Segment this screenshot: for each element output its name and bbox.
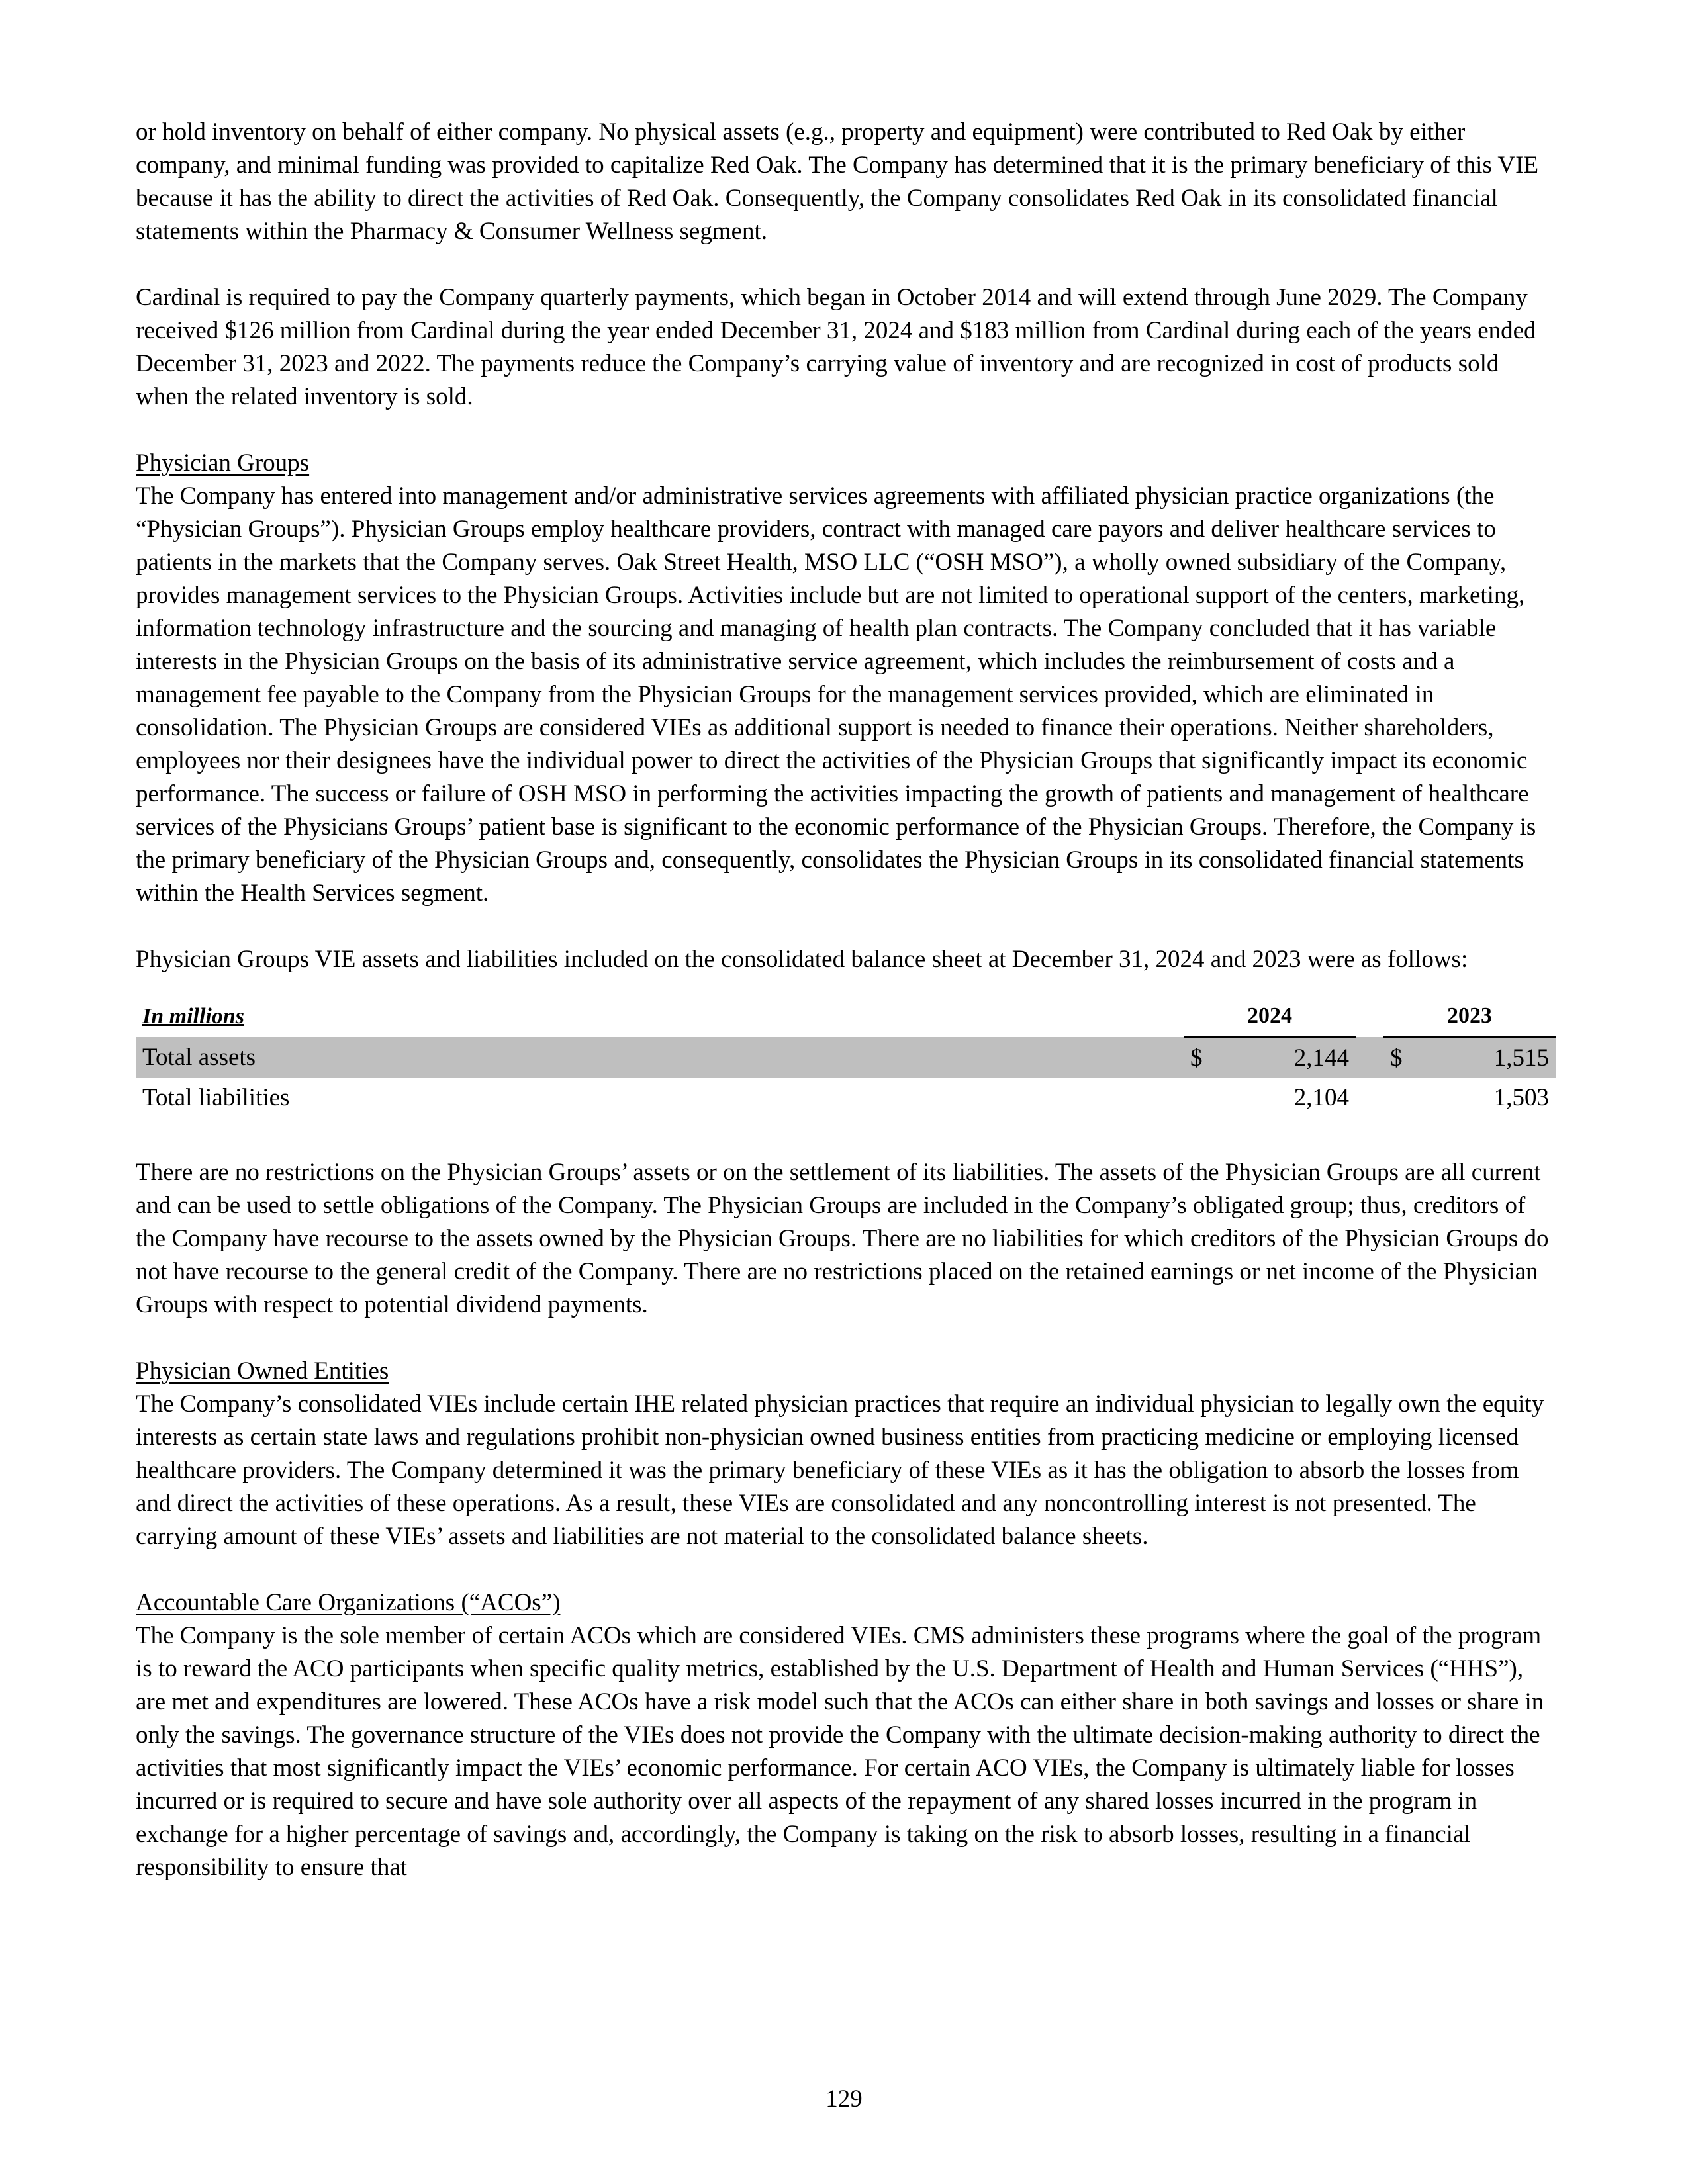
table-row (136, 1037, 1556, 1078)
table-row (136, 1078, 1556, 1118)
currency-symbol: $ (1383, 1037, 1423, 1078)
currency-symbol: $ (1184, 1037, 1223, 1078)
total-liabilities-2024: 2,104 (1293, 1084, 1349, 1111)
acos-section (136, 1586, 1556, 1884)
document-page (136, 116, 1556, 1917)
total-liabilities-2023: 1,503 (1493, 1084, 1549, 1111)
acos-heading: Accountable Care Organizations (“ACOs”) (136, 1589, 561, 1616)
row-label-total-assets: Total assets (136, 1037, 1184, 1078)
page-number: 129 (825, 2085, 863, 2113)
physician-groups-section (136, 447, 1556, 910)
restrictions-paragraph: There are no restrictions on the Physician Groups’ assets or on the settlement of its liabilities. The assets of the Physician Groups are all current and can be used to settle obligations of the Company. The Physician Groups are included in the Company’s obligated group; thus, creditors of the Company have recourse to the assets owned by the Physician Groups. There are no liabilities for which creditors of the Physician Groups do not have recourse to the general credit of the Company. There are no restrictions placed on the retained earnings or net income of the Physician Groups with respect to potential dividend payments. (136, 1159, 1549, 1318)
physician-owned-body: The Company’s consolidated VIEs include certain IHE related physician practices that require an individual physician to legally own the equity interests as certain state laws and regulations prohibit non-physician owned business entities from practicing medicine or employing licensed healthcare providers. The Company determined it was the primary beneficiary of these VIEs as it has the obligation to absorb the losses from and direct the activities of these operations. As a result, these VIEs are consolidated and any noncontrolling interest is not presented. The carrying amount of these VIEs’ assets and liabilities are not material to the consolidated balance sheets. (136, 1390, 1544, 1550)
physician-owned-heading: Physician Owned Entities (136, 1357, 389, 1385)
vie-balance-table (136, 996, 1556, 1118)
physician-groups-heading: Physician Groups (136, 449, 310, 477)
total-assets-2023: 1,515 (1423, 1037, 1556, 1078)
acos-body: The Company is the sole member of certain ACOs which are considered VIEs. CMS administers these programs where the goal of the program is to reward the ACO participants when specific quality metrics, established by the U.S. Department of Health and Human Services (“HHS”), are met and expenditures are lowered. These ACOs have a risk model such that the ACOs can either share in both savings and losses or share in only the savings. The governance structure of the VIEs does not provide the Company with the ultimate decision-making authority to direct the activities that most significantly impact the VIEs’ economic performance. For certain ACO VIEs, the Company is ultimately liable for losses incurred or is required to secure and have sole authority over all aspects of the repayment of any shared losses incurred in the program in exchange for a higher percentage of savings and, accordingly, the Company is taking on the risk to absorb losses, resulting in a financial responsibility to ensure that (136, 1622, 1544, 1881)
table-intro-paragraph: Physician Groups VIE assets and liabilities included on the consolidated balance sheet at December 31, 2024 and 2023 were as follows: (136, 946, 1468, 973)
year-header-2023: 2023 (1383, 996, 1556, 1037)
year-header-2024: 2024 (1184, 996, 1356, 1037)
total-assets-2024: 2,144 (1223, 1037, 1356, 1078)
row-label-total-liabilities: Total liabilities (142, 1084, 290, 1111)
red-oak-paragraph: or hold inventory on behalf of either company. No physical assets (e.g., property and equipment) were contributed to Red Oak by either company, and minimal funding was provided to capitalize Red Oak. The Company has determined that it is the primary beneficiary of this VIE because it has the ability to direct the activities of Red Oak. Consequently, the Company consolidates Red Oak in its consolidated financial statements within the Pharmacy & Consumer Wellness segment. (136, 118, 1539, 245)
table-header-row (136, 996, 1556, 1037)
physician-groups-body: The Company has entered into management and/or administrative services agreements with affiliated physician practice organizations (the “Physician Groups”). Physician Groups employ healthcare providers, contract with managed care payors and deliver healthcare services to patients in the markets that the Company serves. Oak Street Health, MSO LLC (“OSH MSO”), a wholly owned subsidiary of the Company, provides management services to the Physician Groups. Activities include but are not limited to operational support of the centers, marketing, information technology infrastructure and the sourcing and managing of health plan contracts. The Company concluded that it has variable interests in the Physician Groups on the basis of its administrative service agreement, which includes the reimbursement of costs and a management fee payable to the Company from the Physician Groups for the management services provided, which are eliminated in consolidation. The Physician Groups are considered VIEs as additional support is needed to finance their operations. Neither shareholders, employees nor their designees have the individual power to direct the activities of the Physician Groups that significantly impact its economic performance. The success or failure of OSH MSO in performing the activities impacting the growth of patients and management of healthcare services of the Physicians Groups’ patient base is significant to the economic performance of the Physician Groups. Therefore, the Company is the primary beneficiary of the Physician Groups and, consequently, consolidates the Physician Groups in its consolidated financial statements within the Health Services segment. (136, 482, 1536, 907)
cardinal-payments-paragraph: Cardinal is required to pay the Company quarterly payments, which began in October 2014 and will extend through June 2029. The Company received $126 million from Cardinal during the year ended December 31, 2024 and $183 million from Cardinal during each of the years ended December 31, 2023 and 2022. The payments reduce the Company’s carrying value of inventory and are recognized in cost of products sold when the related inventory is sold. (136, 284, 1536, 410)
units-label: In millions (142, 1004, 245, 1028)
physician-owned-section (136, 1355, 1556, 1553)
